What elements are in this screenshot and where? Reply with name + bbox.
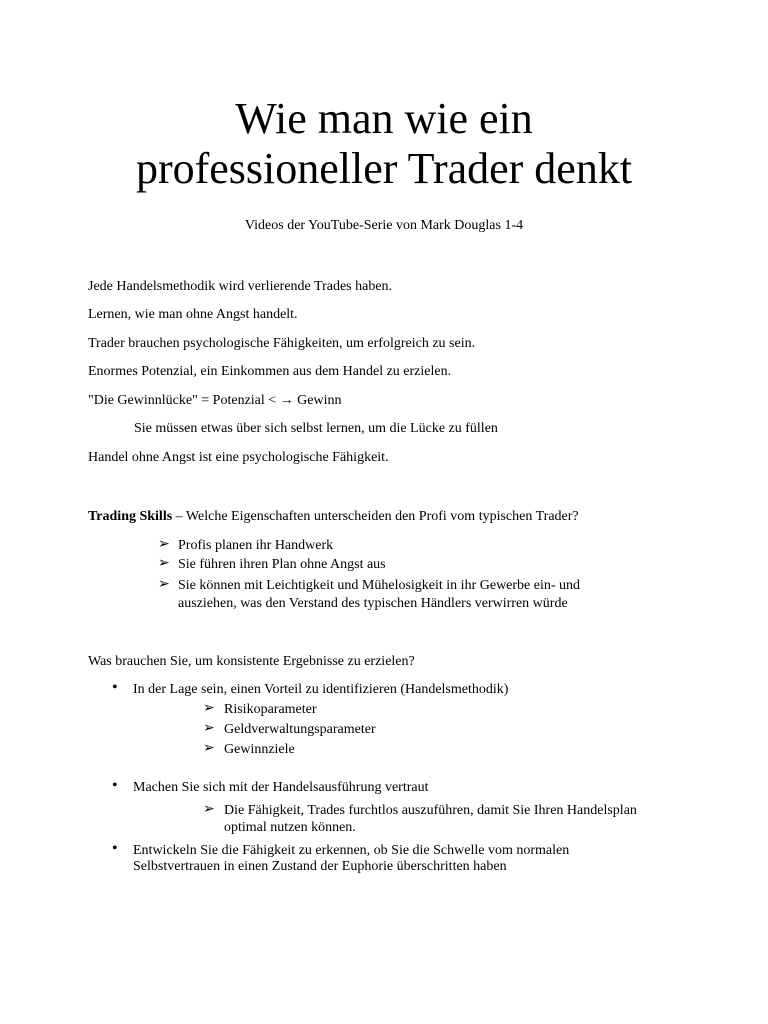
trading-skill-item-continued: ausziehen, was den Verstand des typischen Händlers verwirren würde: [178, 596, 568, 611]
arrow-bullet-icon: ➢: [158, 577, 170, 592]
results-bullet-2: Machen Sie sich mit der Handelsausführung vertraut: [133, 780, 429, 795]
intro-line-indented: Sie müssen etwas über sich selbst lernen, um die Lücke zu füllen: [134, 421, 498, 436]
results-sub-item-continued: optimal nutzen können.: [224, 820, 356, 835]
arrow-bullet-icon: ➢: [203, 741, 215, 756]
trading-skill-item: Sie führen ihren Plan ohne Angst aus: [178, 557, 386, 572]
trading-skills-question: – Welche Eigenschaften unterscheiden den Profi vom typischen Trader?: [172, 509, 579, 524]
trading-skills-heading: [88, 508, 579, 526]
results-sub-item: Die Fähigkeit, Trades furchtlos auszuführen, damit Sie Ihren Handelsplan: [224, 803, 637, 818]
intro-line: Lernen, wie man ohne Angst handelt.: [88, 307, 298, 322]
bullet-icon: •: [112, 777, 118, 794]
intro-line: Handel ohne Angst ist eine psychologische Fähigkeit.: [88, 450, 389, 465]
results-question: Was brauchen Sie, um konsistente Ergebnisse zu erzielen?: [88, 654, 415, 669]
results-bullet-3: Entwickeln Sie die Fähigkeit zu erkennen, ob Sie die Schwelle vom normalen: [133, 843, 570, 858]
intro-line: Jede Handelsmethodik wird verlierende Trades haben.: [88, 279, 393, 294]
title-line-2: professioneller Trader denkt: [135, 144, 633, 193]
document-title: [0, 94, 768, 194]
document-subtitle: Videos der YouTube-Serie von Mark Douglas 1-4: [244, 218, 524, 233]
arrow-bullet-icon: ➢: [203, 701, 215, 716]
results-bullet-1: In der Lage sein, einen Vorteil zu identifizieren (Handelsmethodik): [133, 682, 509, 697]
trading-skill-item: Sie können mit Leichtigkeit und Mühelosigkeit in ihr Gewerbe ein- und: [178, 578, 581, 593]
arrow-bullet-icon: ➢: [158, 556, 170, 571]
intro-line: "Die Gewinnlücke" = Potenzial < → Gewinn: [88, 393, 342, 408]
results-sub-item: Geldverwaltungsparameter: [224, 722, 376, 737]
arrow-bullet-icon: ➢: [158, 537, 170, 552]
results-bullet-3-continued: Selbstvertrauen in einen Zustand der Euphorie überschritten haben: [133, 859, 507, 874]
trading-skill-item: Profis planen ihr Handwerk: [178, 538, 334, 553]
arrow-bullet-icon: ➢: [203, 721, 215, 736]
bullet-icon: •: [112, 679, 118, 696]
trading-skills-label: Trading Skills: [88, 509, 173, 524]
intro-line: Trader brauchen psychologische Fähigkeiten, um erfolgreich zu sein.: [88, 336, 476, 351]
arrow-bullet-icon: ➢: [203, 802, 215, 817]
bullet-icon: •: [112, 840, 118, 857]
intro-line: Enormes Potenzial, ein Einkommen aus dem Handel zu erzielen.: [88, 364, 452, 379]
title-line-1: Wie man wie ein: [235, 94, 533, 143]
results-sub-item: Risikoparameter: [224, 702, 317, 717]
results-sub-item: Gewinnziele: [224, 742, 295, 757]
